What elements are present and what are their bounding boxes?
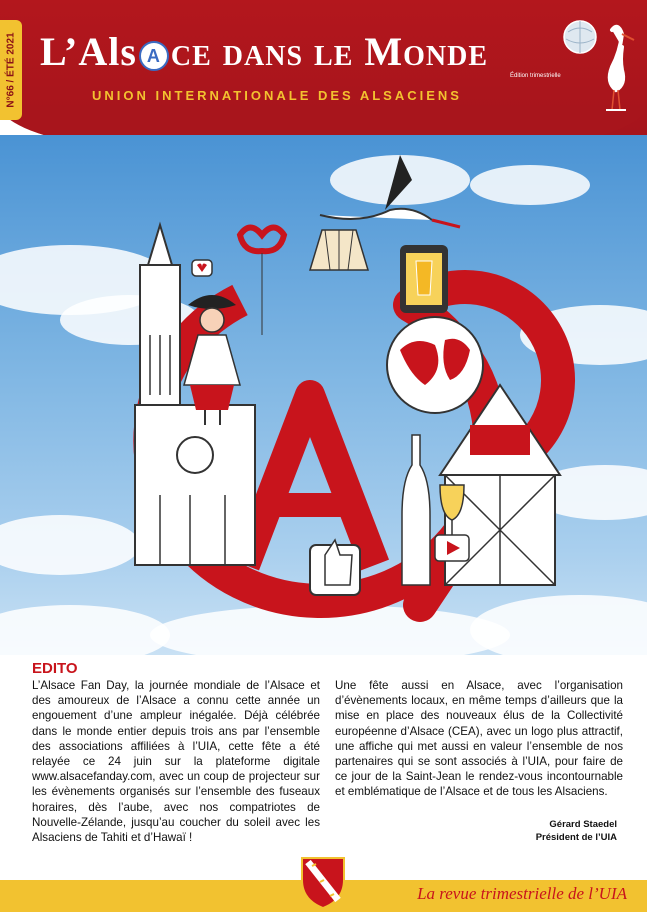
pretzel-icon [240,228,284,336]
masthead-subtitle: UNION INTERNATIONALE DES ALSACIENS [92,88,462,103]
heart-balloon-icon [192,260,212,276]
signature-name: Gérard Staedel [549,819,617,830]
masthead-title [40,28,560,75]
stork-illustration-icon [320,155,460,227]
thumbs-up-icon [310,540,360,595]
issue-label: N°66 / ÉTÉ 2021 [5,32,17,108]
phone-beer-icon [400,245,448,313]
stork-globe-icon [560,12,635,112]
edito-left-column: L’Alsace Fan Day, la journée mondiale de l’Alsace et des amoureux de l’Alsace a connu cette année un engouement d’une ampleur inégalée. Déjà célébrée dans le monde entier depuis trois ans par l’ensemble des associations affiliées à l’UIA, cette fête a été relayée ce 24 juin sur la plateforme digitale www.alsacefanday.com, avec un coup de projecteur sur les évènements organisés sur l’ensemble des fuseaux horaires, dès l’aube, avec nos compatriotes de Nouvelle-Zélande, jusqu’au coucher du soleil avec les Alsaciens de Tahiti et d’Hawaï ! [32,679,320,845]
edito-title: EDITO [32,660,78,677]
kougelhopf-icon [310,230,368,270]
globe-icon [387,317,483,413]
issue-tab [0,20,22,120]
alsace-logo-icon: A [139,41,169,71]
edition-note: Édition trimestrielle [510,73,561,79]
alsace-fan-illustration [40,135,640,655]
edito-right-column: Une fête aussi en Alsace, avec l’organisation d’évènements locaux, en même temps d’ailleurs que la mise en place des nouveaux élus de la Collectivité européenne d’Alsace (CEA), avec un logo plus attractif, une affiche qui met aussi en valeur l’ensemble de nos partenaires qui se sont associés à l’UIA, pour faire de ce jour de la Saint-Jean le rendez-vous incontournable et emblématique de l’Alsace et de tous les Alsaciens. [335,679,623,799]
signature-block [536,818,617,844]
masthead-part2: ce dans le Monde [170,29,489,74]
logo-letter-a [245,395,375,565]
play-video-icon [435,535,469,561]
signature-role: Président de l’UIA [535,832,617,843]
masthead-part1: L’Als [40,29,137,74]
alsace-coat-of-arms-icon [298,852,348,910]
footer-tagline: La revue trimestrielle de l’UIA [417,884,627,903]
